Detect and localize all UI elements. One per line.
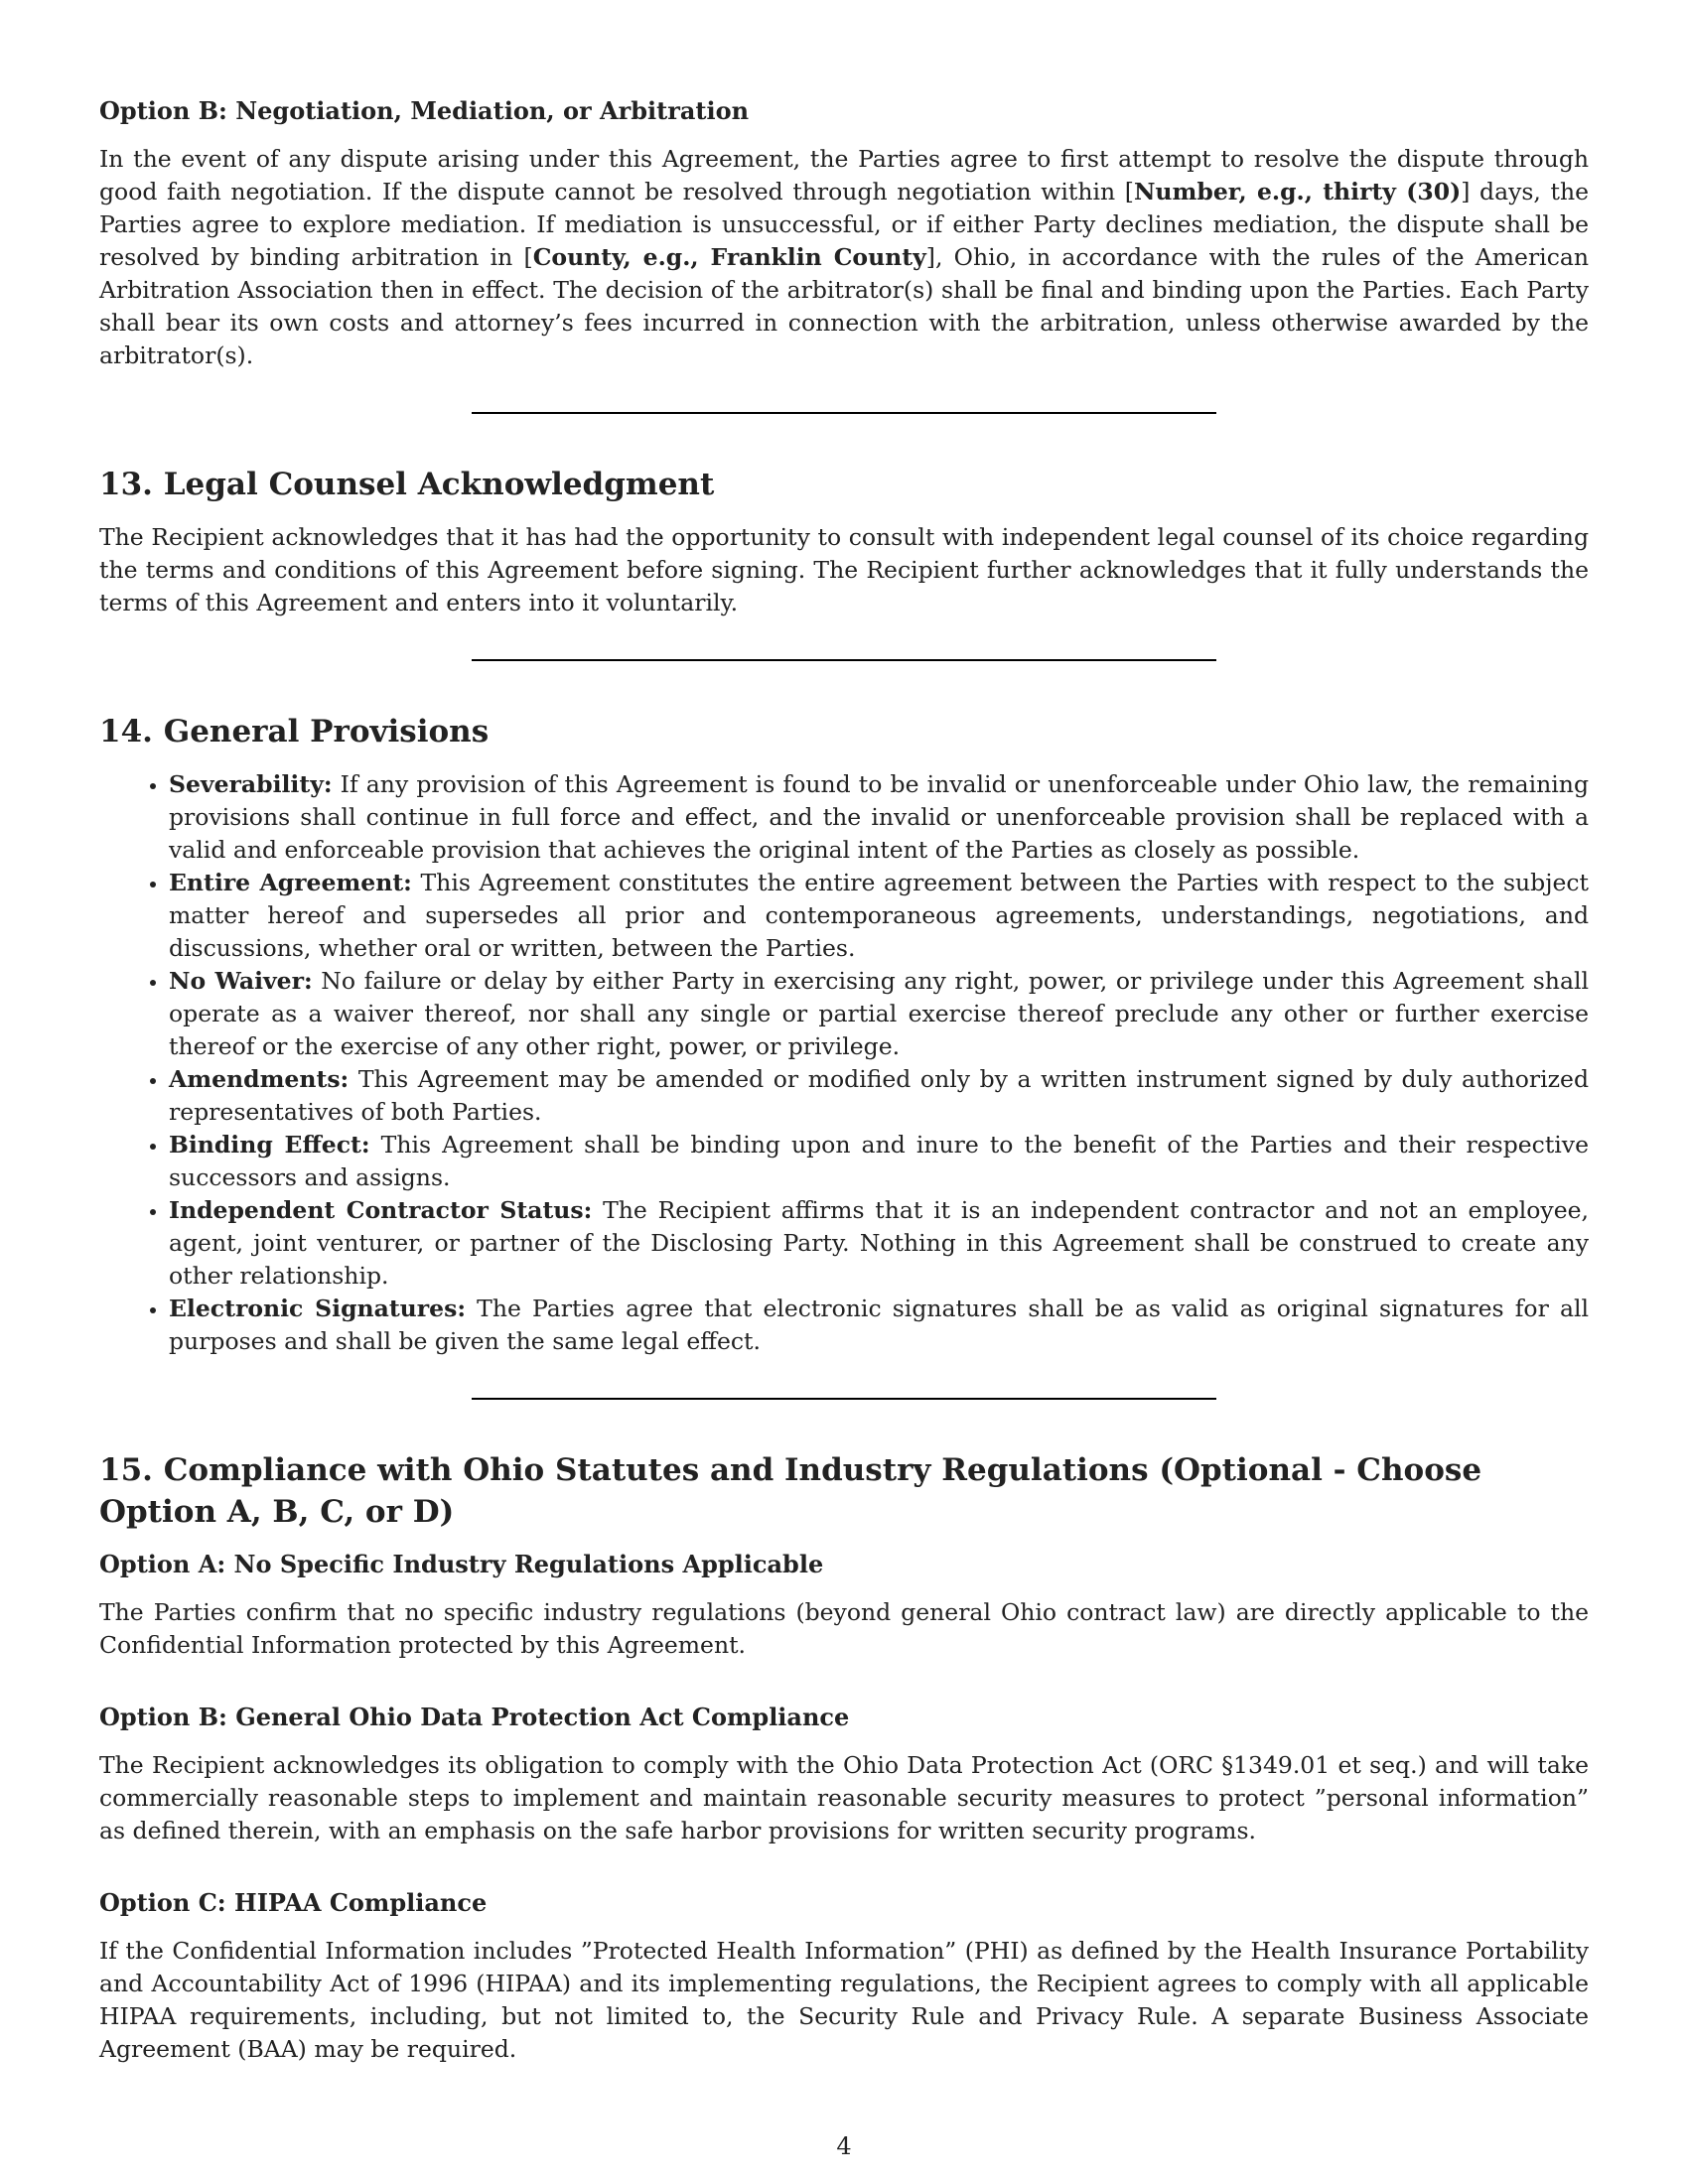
- page-number: 4: [836, 2132, 852, 2160]
- item-label: Severability:: [169, 770, 333, 798]
- option-b-dispute-heading: Option B: Negotiation, Mediation, or Arbitration: [99, 96, 750, 125]
- section-divider: [472, 1398, 1216, 1400]
- item-text: This Agreement shall be binding upon and inure to the benefit of the Parties and their respective successors and assigns.: [169, 1131, 1589, 1191]
- placeholder-county: County, e.g., Franklin County: [532, 243, 926, 271]
- section-13-body: The Recipient acknowledges that it has had the opportunity to consult with independent legal counsel of its choice regarding the terms and conditions of this Agreement before signing. The Recipient further acknowledges that it fully understands the terms of this Agreement and enters into it voluntarily.: [99, 523, 1589, 616]
- section-15-heading: 15. Compliance with Ohio Statutes and Industry Regulations (Optional - Choose Option A, B, C, or D): [99, 1452, 1482, 1530]
- text-segment: ] days, the Parties agree to explore mediation. If mediation is unsuccessful, or if either Party declines mediation, the dispute shall be resolved by binding arbitration in [: [99, 178, 1589, 271]
- list-item: [169, 867, 1589, 965]
- item-label: Independent Contractor Status:: [169, 1196, 593, 1224]
- option-a-body: The Parties confirm that no specific industry regulations (beyond general Ohio contract law) are directly applicable to the Confidential Information protected by this Agreement.: [99, 1598, 1589, 1659]
- item-label: No Waiver:: [169, 967, 313, 995]
- text-segment: ], Ohio, in accordance with the rules of the American Arbitration Association then in effect. The decision of the arbitrator(s) shall be final and binding upon the Parties. Each Party shall bear its own costs and attorney’s fees incurred in connection with the arbitration, unless otherwise awarded by the arbitrator(s).: [99, 243, 1590, 369]
- option-a-heading: Option A: No Specific Industry Regulations Applicable: [99, 1550, 824, 1578]
- option-b-dispute-body: [99, 143, 1589, 372]
- document-page: [99, 95, 1589, 2066]
- item-text: The Parties agree that electronic signatures shall be as valid as original signatures for all purposes and shall be given the same legal effect.: [169, 1295, 1589, 1355]
- placeholder-days: Number, e.g., thirty (30): [1133, 178, 1462, 205]
- item-text: No failure or delay by either Party in exercising any right, power, or privilege under this Agreement shall operate as a waiver thereof, nor shall any single or partial exercise thereof preclude any other or further exercise thereof or the exercise of any other right, power, or privilege.: [169, 967, 1589, 1060]
- option-b-heading: Option B: General Ohio Data Protection Act Compliance: [99, 1703, 850, 1731]
- section-13-heading: 13. Legal Counsel Acknowledgment: [99, 467, 715, 502]
- option-c-body: If the Confidential Information includes ”Protected Health Information” (PHI) as defined by the Health Insurance Portability and Accountability Act of 1996 (HIPAA) and its implementing regulations, the Recipient agrees to comply with all applicable HIPAA requirements, including, but not limited to, the Security Rule and Privacy Rule. A separate Business Associate Agreement (BAA) may be required.: [99, 1937, 1589, 2063]
- item-label: Amendments:: [169, 1065, 350, 1093]
- item-text: The Recipient affirms that it is an independent contractor and not an employee, agent, joint venturer, or partner of the Disclosing Party. Nothing in this Agreement shall be construed to create any other relationship.: [169, 1196, 1589, 1290]
- item-text: This Agreement may be amended or modified only by a written instrument signed by duly authorized representatives of both Parties.: [169, 1065, 1589, 1126]
- list-item: [169, 1063, 1589, 1129]
- list-item: [169, 1194, 1589, 1293]
- list-item: [169, 1129, 1589, 1194]
- item-text: If any provision of this Agreement is found to be invalid or unenforceable under Ohio law, the remaining provisions shall continue in full force and effect, and the invalid or unenforceable provision shall be replaced with a valid and enforceable provision that achieves the original intent of the Parties as closely as possible.: [169, 770, 1589, 864]
- option-b-body: The Recipient acknowledges its obligation to comply with the Ohio Data Protection Act (ORC §1349.01 et seq.) and will take commercially reasonable steps to implement and maintain reasonable security measures to protect ”personal information” as defined therein, with an emphasis on the safe harbor provisions for written security programs.: [99, 1751, 1589, 1844]
- item-label: Entire Agreement:: [169, 869, 412, 896]
- item-label: Electronic Signatures:: [169, 1295, 467, 1322]
- general-provisions-list: [99, 768, 1589, 1358]
- list-item: [169, 965, 1589, 1063]
- section-14-heading: 14. General Provisions: [99, 714, 490, 750]
- section-divider: [472, 659, 1216, 661]
- item-label: Binding Effect:: [169, 1131, 370, 1159]
- text-segment: In the event of any dispute arising under this Agreement, the Parties agree to first attempt to resolve the dispute through good faith negotiation. If the dispute cannot be resolved through negotiation within [: [99, 145, 1589, 205]
- item-text: This Agreement constitutes the entire agreement between the Parties with respect to the subject matter hereof and supersedes all prior and contemporaneous agreements, understandings, negotiations, and discussions, whether oral or written, between the Parties.: [169, 869, 1589, 962]
- list-item: [169, 768, 1589, 867]
- section-divider: [472, 412, 1216, 414]
- list-item: [169, 1293, 1589, 1358]
- option-c-heading: Option C: HIPAA Compliance: [99, 1888, 488, 1917]
